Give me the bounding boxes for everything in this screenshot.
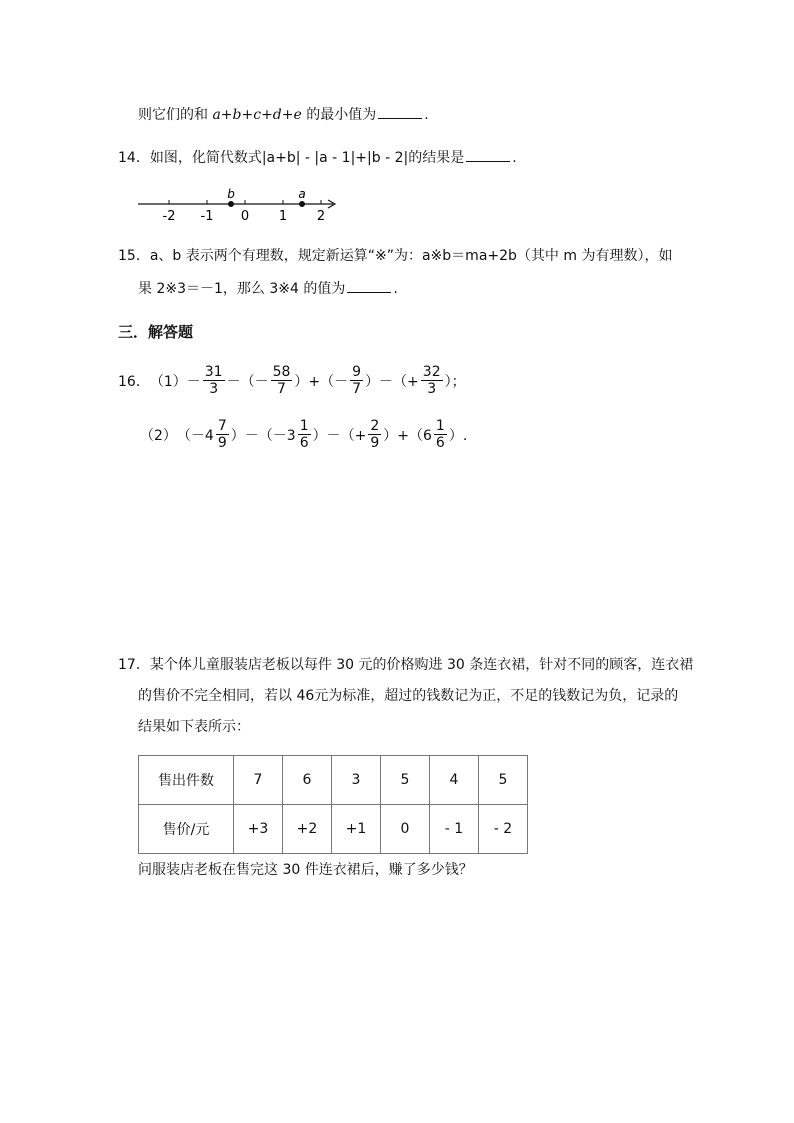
table-cell: 0 (381, 805, 430, 854)
q16-p2-sign3: ）－（+ (312, 427, 367, 444)
q17-number: 17． (118, 657, 150, 673)
table-cell: +2 (283, 805, 332, 854)
point-a-dot (299, 201, 305, 207)
table-cell: - 2 (479, 805, 528, 854)
q16-p2-sign1: （－4 (176, 427, 214, 444)
q16-p2-fraction1: $\frac{7}{9}$ (217, 418, 227, 451)
tick-label: -2 (162, 209, 176, 224)
q16-part1-label: （1） (149, 373, 187, 390)
number-line-figure (130, 184, 350, 224)
q16-p1-fraction2: $\frac{58}{7}$ (272, 364, 291, 397)
q15-line2 (138, 278, 398, 299)
table-cell: 7 (234, 756, 283, 805)
tick-label: 2 (316, 209, 326, 224)
q16-p1-sign1: － (186, 373, 201, 390)
q13-expression: a+b+c+d+e (212, 107, 302, 123)
point-b-label: b (227, 187, 235, 201)
q15-line1 (118, 246, 672, 266)
q15-text-line2: 果 2※3＝－1，那么 3※4 的值为 (138, 281, 346, 297)
tick-label: 0 (240, 209, 250, 224)
table-cell: +1 (332, 805, 381, 854)
q16-p2-end: ）. (448, 427, 468, 444)
q17-line1 (118, 655, 693, 675)
q16-p1-end: ）； (444, 373, 466, 390)
q13-prefix: 则它们的和 (138, 107, 213, 123)
tick-label: 1 (278, 209, 288, 224)
q16-p2-sign4: ）+（6 (383, 427, 432, 444)
q14-number: 14． (118, 150, 150, 166)
q17-line3: 结果如下表所示： (138, 719, 250, 735)
table-cell: +3 (234, 805, 283, 854)
q17-line2: 的售价不完全相同，若以 46元为标准，超过的钱数记为正，不足的钱数记为负，记录的 (138, 688, 679, 704)
q16-p1-sign2: －（－ (226, 373, 269, 390)
table-header-quantity: 售出件数 (139, 756, 234, 805)
table-header-price: 售价/元 (139, 805, 234, 854)
q16-p2-fraction4: $\frac{1}{6}$ (435, 418, 445, 451)
q14-text: 如图，化简代数式|a+b| - |a - 1|+|b - 2|的结果是 (149, 150, 465, 166)
q16-p1-sign3: ）+（－ (294, 373, 349, 390)
q17-question: 问服装店老板在售完这 30 件连衣裙后，赚了多少钱？ (138, 862, 473, 878)
point-b-dot (228, 201, 234, 207)
q14-line (118, 147, 517, 168)
q16-p2-fraction3: $\frac{2}{9}$ (370, 418, 380, 451)
section-3-title: 三．解答题 (118, 323, 194, 341)
table-row-price (139, 805, 528, 854)
point-a-label: a (298, 187, 306, 201)
q17-text-line1: 某个体儿童服装店老板以每件 30 元的价格购进 30 条连衣裙，针对不同的顾客，连衣裙 (149, 657, 694, 673)
q15-number: 15． (118, 248, 150, 264)
q16-p2-sign2: ）－（－3 (230, 427, 296, 444)
q13-answer-blank (378, 104, 422, 119)
q16-part2-label: （2） (140, 427, 177, 444)
table-cell: 6 (283, 756, 332, 805)
q13-tail-line (138, 104, 429, 125)
sales-table (138, 755, 528, 854)
q13-suffix: 的最小值为 (301, 107, 377, 123)
q16-p1-sign4: ）－（+ (365, 373, 419, 390)
tick-label: -1 (200, 209, 214, 224)
q14-end: . (512, 150, 517, 166)
q13-end: . (424, 107, 429, 123)
q16-p1-fraction3: $\frac{9}{7}$ (352, 364, 362, 397)
q15-end: . (393, 281, 398, 297)
table-cell: 3 (332, 756, 381, 805)
table-cell: - 1 (430, 805, 479, 854)
q16-p1-fraction1: $\frac{31}{3}$ (204, 364, 223, 397)
table-row-quantity (139, 756, 528, 805)
table-cell: 5 (381, 756, 430, 805)
table-cell: 5 (479, 756, 528, 805)
q16-number: 16． (118, 373, 150, 390)
q16-p2-fraction2: $\frac{1}{6}$ (299, 418, 309, 451)
q15-answer-blank (347, 278, 391, 293)
q16-part2 (140, 418, 467, 451)
table-cell: 4 (430, 756, 479, 805)
q16-p1-fraction4: $\frac{32}{3}$ (422, 364, 441, 397)
q15-text-line1: a、b 表示两个有理数，规定新运算“※”为：a※b＝ma+2b（其中 m 为有理数），如 (149, 248, 673, 264)
q14-answer-blank (466, 147, 510, 162)
q16-part1 (118, 364, 466, 397)
